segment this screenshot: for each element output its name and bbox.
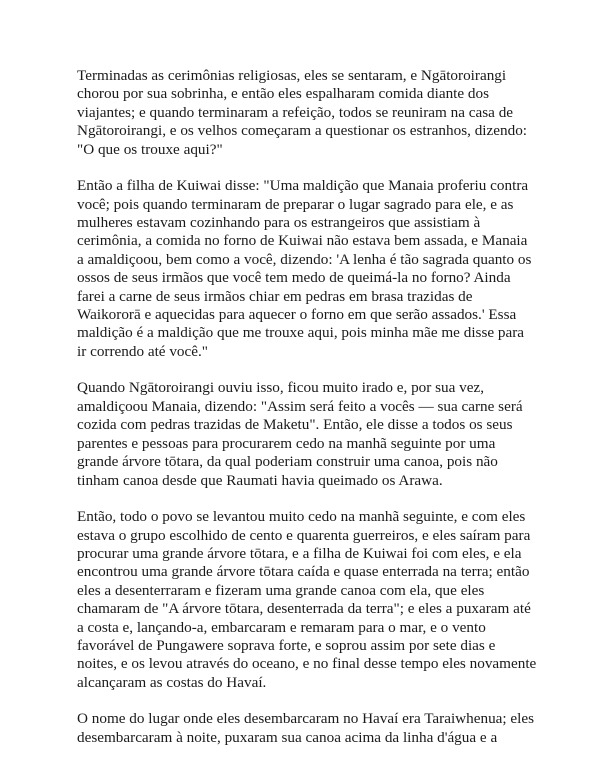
paragraph-2: Então a filha de Kuiwai disse: "Uma maldição que Manaia proferiu contra você; pois quando terminaram de preparar o lugar sagrado para ele, e as mulheres estavam cozinhando para os estrangeiros que assistiam à cerimônia, a comida no forno de Kuiwai não estava bem assada, e Manaia a amaldiçoou, bem como a você, dizendo: 'A lenha é tão sagrada quanto os ossos de seus irmãos que você tem medo de queimá-la no forno? Ainda farei a carne de seus irmãos chiar em pedras em brasa trazidas de Waikororā e aquecidas para aquecer o forno em que serão assados.' Essa maldição é a maldição que me trouxe aqui, pois minha mãe me disse para ir correndo até você." xyxy=(77,177,532,360)
paragraph-4: Então, todo o povo se levantou muito cedo na manhã seguinte, e com eles estava o grupo escolhido de cento e quarenta guerreiros, e eles saíram para procurar uma grande árvore tōtara, e a filha de Kuiwai foi com eles, e ela encontrou uma grande árvore tōtara caída e quase enterrada na terra; então eles a desenterraram e fizeram uma grande canoa com ela, que eles chamaram de "A árvore tōtara, desenterrada da terra"; e eles a puxaram até a costa e, lançando-a, embarcaram e remaram para o mar, e o vento favorável de Pungawere soprava forte, e soprou assim por sete dias e noites, e os levou através do oceano, e no final desse tempo eles novamente alcançaram as costas do Havaí. xyxy=(77,508,537,691)
paragraph-5: O nome do lugar onde eles desembarcaram no Havaí era Taraiwhenua; eles desembarcaram à noite, puxaram sua canoa acima da linha d'água e a xyxy=(77,710,535,746)
paragraph-1: Terminadas as cerimônias religiosas, eles se sentaram, e Ngātoroirangi chorou por sua sobrinha, e então eles espalharam comida diante dos viajantes; e quando terminaram a refeição, todos se reuniram na casa de Ngātoroirangi, e os velhos começaram a questionar os estranhos, dizendo: "O que os trouxe aqui?" xyxy=(77,67,528,158)
document-page xyxy=(77,67,537,765)
paragraph-3: Quando Ngātoroirangi ouviu isso, ficou muito irado e, por sua vez, amaldiçoou Manaia, dizendo: "Assim será feito a vocês — sua carne será cozida com pedras trazidas de Maketu". Então, ele disse a todos os seus parentes e pessoas para procurarem cedo na manhã seguinte por uma grande árvore tōtara, da qual poderiam construir uma canoa, pois não tinham canoa desde que Raumati havia queimado os Arawa. xyxy=(77,379,523,489)
